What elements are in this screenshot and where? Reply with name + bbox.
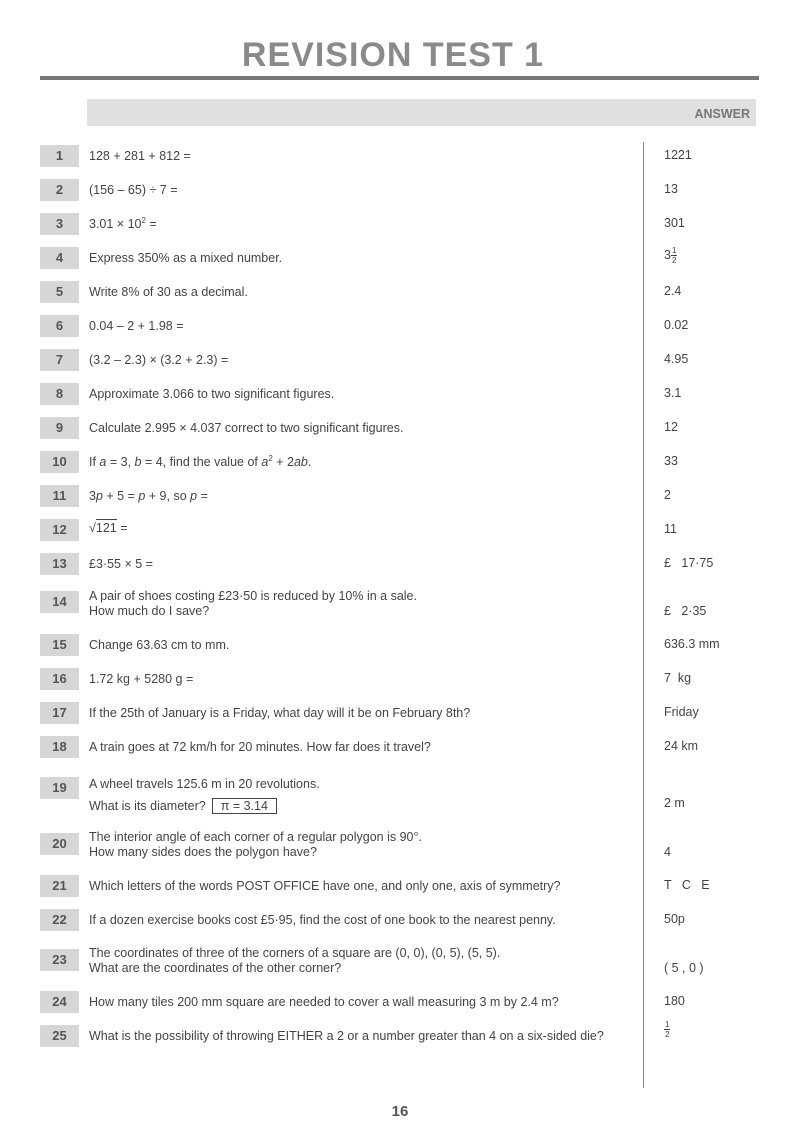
question-text: (156 – 65) ÷ 7 = [89, 183, 178, 197]
question-text [89, 521, 637, 536]
answer-value: 4 [664, 845, 671, 859]
question-text [89, 830, 637, 860]
question-number: 12 [40, 519, 79, 541]
question-text: If a dozen exercise books cost £5·95, find the cost of one book to the nearest penny. [89, 913, 556, 927]
question-text: £3·55 × 5 = [89, 557, 153, 571]
answer-whole: 3 [664, 247, 671, 262]
answer-value: 4.95 [664, 352, 689, 366]
question-number: 6 [40, 315, 79, 337]
expression-tail: = [116, 521, 128, 535]
question-number: 10 [40, 451, 79, 473]
text-part: If [89, 455, 100, 469]
answer-value: 1221 [664, 148, 692, 162]
answer-value: £ 17·75 [664, 556, 714, 570]
answer-value: 7 kg [664, 671, 692, 685]
question-text [89, 773, 637, 817]
question-number: 11 [40, 485, 79, 507]
question-number: 3 [40, 213, 79, 235]
question-text: Calculate 2.995 × 4.037 correct to two significant figures. [89, 421, 404, 435]
answer-value: 33 [664, 454, 678, 468]
title-rule [40, 76, 759, 80]
question-number: 24 [40, 991, 79, 1013]
answer-value: 2 [664, 488, 671, 502]
answer-value: 24 km [664, 739, 699, 753]
text-part: . [307, 455, 312, 469]
fraction-numerator: 1 [671, 246, 677, 255]
answer-header-bar [87, 99, 756, 126]
question-number: 7 [40, 349, 79, 371]
question-text: If the 25th of January is a Friday, what day will it be on February 8th? [89, 706, 471, 720]
question-number: 18 [40, 736, 79, 758]
answer-column-divider [643, 142, 644, 1088]
question-line-2-text: What is its diameter? [89, 799, 206, 813]
question-number: 19 [40, 777, 79, 799]
answer-value: £ 2·35 [664, 604, 707, 618]
question-number: 25 [40, 1025, 79, 1047]
text-part: + 2 [272, 455, 294, 469]
answer-value: 2 m [664, 796, 685, 810]
answer-value: 2.4 [664, 284, 682, 298]
question-text: What is the possibility of throwing EITHER a 2 or a number greater than 4 on a six-sided die? [89, 1029, 604, 1043]
question-text: Approximate 3.066 to two significant figures. [89, 387, 335, 401]
question-number: 23 [40, 949, 79, 971]
question-number: 1 [40, 145, 79, 167]
fraction-denominator: 2 [671, 256, 677, 265]
variable: p [190, 489, 198, 503]
question-text: 128 + 281 + 812 = [89, 149, 191, 163]
text-part: + 9, so [145, 489, 191, 503]
question-line-2: How much do I save? [89, 604, 210, 618]
fraction-numerator: 1 [665, 1020, 670, 1029]
question-number: 13 [40, 553, 79, 575]
answer-value: 3.1 [664, 386, 682, 400]
question-number: 22 [40, 909, 79, 931]
question-text [89, 946, 637, 976]
variable: a [261, 455, 269, 469]
answer-value: T C E [664, 878, 710, 892]
question-text: Express 350% as a mixed number. [89, 251, 283, 265]
answer-value: 11 [664, 522, 677, 536]
answer-fraction [664, 1020, 784, 1039]
question-number: 20 [40, 833, 79, 855]
page-title: REVISION TEST 1 [241, 36, 545, 74]
question-text [89, 217, 637, 232]
expression-tail: = [145, 217, 157, 231]
text-part: = [197, 489, 208, 503]
answer-mixed-number [664, 246, 784, 265]
answer-header-label: ANSWER [694, 107, 750, 121]
fraction [664, 1020, 670, 1039]
text-part: = 4, find the value of [141, 455, 262, 469]
question-number: 16 [40, 668, 79, 690]
variable: a [99, 455, 107, 469]
expression-base: 3.01 × 10 [89, 217, 142, 231]
question-text [89, 589, 637, 619]
answer-value: 180 [664, 994, 685, 1008]
pi-value-box: π = 3.14 [212, 798, 277, 814]
exponent: 2 [141, 215, 146, 225]
question-line-2: What are the coordinates of the other corner? [89, 961, 342, 975]
variable: b [134, 455, 142, 469]
radicand: 121 [95, 521, 117, 535]
answer-value: ( 5 , 0 ) [664, 961, 704, 975]
question-line-1: A wheel travels 125.6 m in 20 revolutions. [89, 777, 320, 791]
exponent: 2 [268, 453, 273, 463]
question-number: 14 [40, 591, 79, 613]
variable: p [138, 489, 146, 503]
radical-sign: √ [89, 521, 96, 535]
answer-value: 12 [664, 420, 678, 434]
answer-value: 636.3 mm [664, 637, 720, 651]
variable: ab [293, 455, 308, 469]
question-number: 9 [40, 417, 79, 439]
question-text: 0.04 – 2 + 1.98 = [89, 319, 184, 333]
question-text: Change 63.63 cm to mm. [89, 638, 230, 652]
page-number: 16 [391, 1103, 409, 1120]
question-text: (3.2 – 2.3) × (3.2 + 2.3) = [89, 353, 229, 367]
question-text: Which letters of the words POST OFFICE have one, and only one, axis of symmetry? [89, 879, 561, 893]
answer-value: 0.02 [664, 318, 689, 332]
text-part: 3 [89, 489, 96, 503]
question-text: 1.72 kg + 5280 g = [89, 672, 194, 686]
question-text [89, 455, 637, 470]
question-text [89, 489, 637, 504]
question-line-1: The coordinates of three of the corners of a square are (0, 0), (0, 5), (5, 5). [89, 946, 501, 960]
question-number: 17 [40, 702, 79, 724]
answer-value: 301 [664, 216, 685, 230]
question-line-2: How many sides does the polygon have? [89, 845, 317, 859]
variable: p [95, 489, 103, 503]
fraction-denominator: 2 [665, 1030, 670, 1039]
question-number: 5 [40, 281, 79, 303]
question-line-1: The interior angle of each corner of a regular polygon is 90°. [89, 830, 422, 844]
answer-value: 50p [664, 912, 685, 926]
text-part: = 3, [106, 455, 135, 469]
answer-fraction [671, 246, 677, 265]
question-text: A train goes at 72 km/h for 20 minutes. How far does it travel? [89, 740, 431, 754]
question-number: 2 [40, 179, 79, 201]
question-number: 8 [40, 383, 79, 405]
question-line-2 [89, 795, 637, 817]
question-text: Write 8% of 30 as a decimal. [89, 285, 248, 299]
question-number: 4 [40, 247, 79, 269]
answer-value: Friday [664, 705, 699, 719]
question-number: 15 [40, 634, 79, 656]
question-number: 21 [40, 875, 79, 897]
text-part: + 5 = [102, 489, 139, 503]
question-text: How many tiles 200 mm square are needed to cover a wall measuring 3 m by 2.4 m? [89, 995, 559, 1009]
question-line-1: A pair of shoes costing £23·50 is reduced by 10% in a sale. [89, 589, 417, 603]
answer-value: 13 [664, 182, 678, 196]
